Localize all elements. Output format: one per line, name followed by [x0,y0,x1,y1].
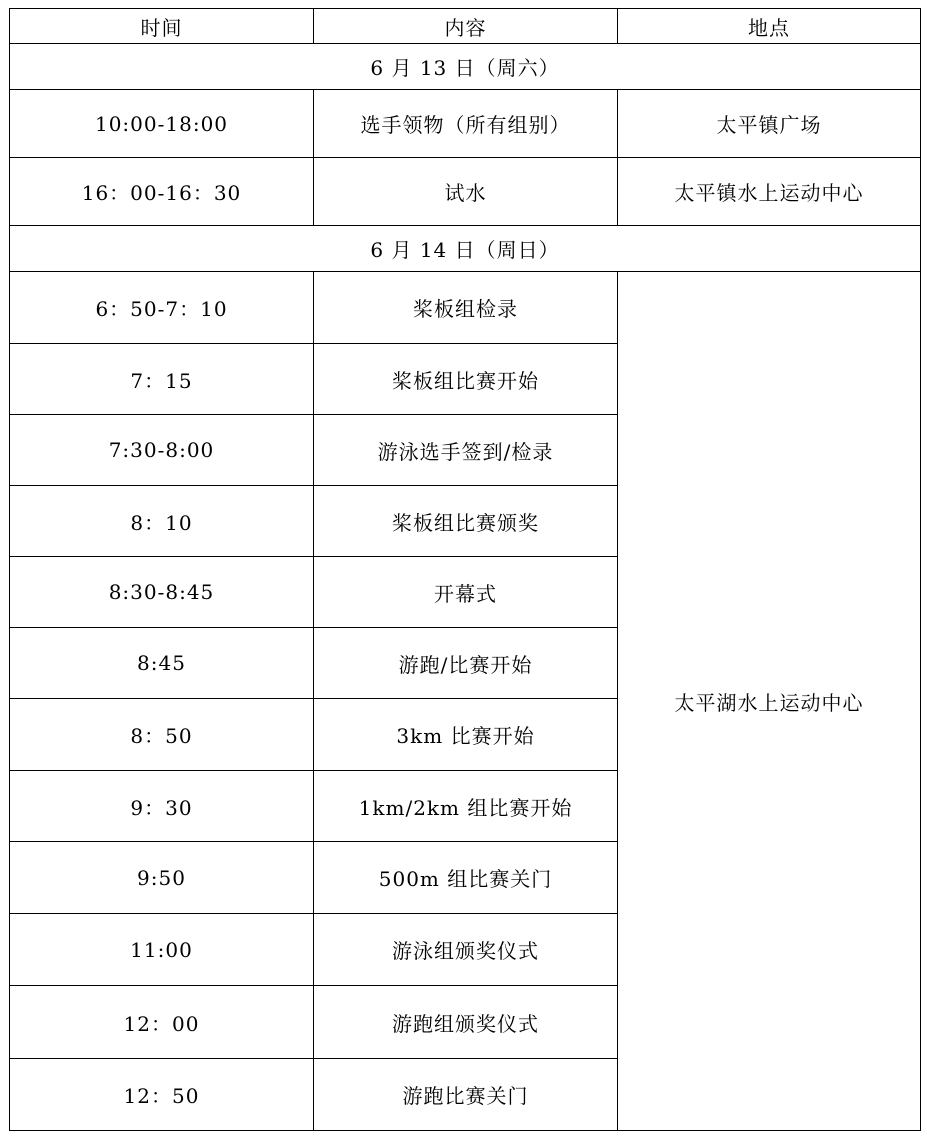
time-cell: 6：50-7：10 [10,272,314,344]
content-cell: 选手领物（所有组别） [314,90,618,158]
content-cell: 500m 组比赛关门 [314,842,618,914]
time-cell: 8:30-8:45 [10,557,314,628]
time-cell: 11:00 [10,914,314,986]
schedule-table [9,8,921,1131]
time-cell: 7：15 [10,344,314,415]
content-cell: 游跑/比赛开始 [314,628,618,699]
content-cell: 3km 比赛开始 [314,699,618,771]
content-cell: 试水 [314,158,618,226]
time-cell: 7:30-8:00 [10,415,314,486]
header-content: 内容 [314,9,618,44]
time-cell: 12：00 [10,986,314,1059]
content-cell: 桨板组比赛开始 [314,344,618,415]
content-cell: 游跑比赛关门 [314,1059,618,1131]
time-cell: 8:45 [10,628,314,699]
time-cell: 8：10 [10,486,314,557]
content-cell: 1km/2km 组比赛开始 [314,771,618,842]
location-cell: 太平镇广场 [618,90,921,158]
content-cell: 桨板组检录 [314,272,618,344]
time-cell: 9：30 [10,771,314,842]
table-row [10,158,921,226]
time-cell: 8：50 [10,699,314,771]
table-row [10,272,921,344]
time-cell: 10:00-18:00 [10,90,314,158]
content-cell: 桨板组比赛颁奖 [314,486,618,557]
day-row [10,226,921,272]
time-cell: 12：50 [10,1059,314,1131]
table-row [10,90,921,158]
location-cell: 太平镇水上运动中心 [618,158,921,226]
day-label-1: 6 月 13 日（周六） [10,44,921,90]
time-cell: 16：00-16：30 [10,158,314,226]
header-location: 地点 [618,9,921,44]
header-time: 时间 [10,9,314,44]
content-cell: 游泳组颁奖仪式 [314,914,618,986]
content-cell: 游泳选手签到/检录 [314,415,618,486]
content-cell: 开幕式 [314,557,618,628]
content-cell: 游跑组颁奖仪式 [314,986,618,1059]
table-header-row [10,9,921,44]
day-row [10,44,921,90]
location-cell-merged: 太平湖水上运动中心 [618,272,921,1131]
time-cell: 9:50 [10,842,314,914]
day-label-2: 6 月 14 日（周日） [10,226,921,272]
